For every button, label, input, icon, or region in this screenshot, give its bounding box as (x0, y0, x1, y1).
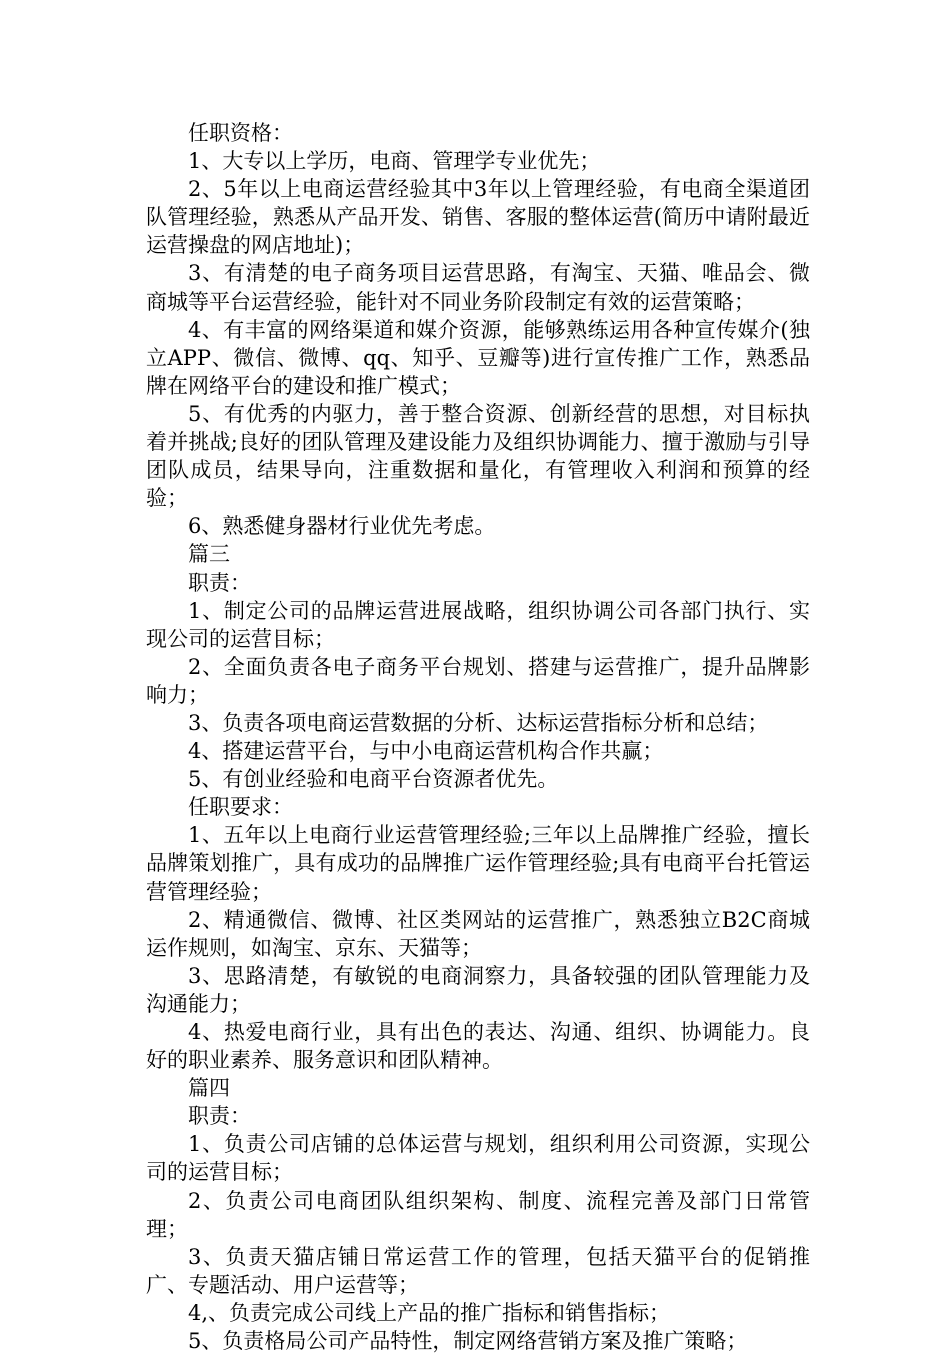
list-item: 3、负责各项电商运营数据的分析、达标运营指标分析和总结； (188, 710, 769, 735)
list-item: 2、5年以上电商运营经验其中3年以上管理经验，有电商全渠道团队管理经验，熟悉从产品开发、销售、客服的整体运营(简历中请附最近运营操盘的网店地址)； (146, 177, 810, 258)
section-heading: 任职要求： (188, 795, 293, 820)
list-item: 2、精通微信、微博、社区类网站的运营推广，熟悉独立B2C商城运作规则，如淘宝、京东、天猫等； (146, 907, 810, 960)
list-item: 4,、负责完成公司线上产品的推广指标和销售指标； (188, 1300, 671, 1325)
list-item: 2、全面负责各电子商务平台规划、搭建与运营推广，提升品牌影响力； (146, 654, 810, 707)
list-item: 4、有丰富的网络渠道和媒介资源，能够熟练运用各种宣传媒介(独立APP、微信、微博、qq、知乎、豆瓣等)进行宣传推广工作，熟悉品牌在网络平台的建设和推广模式； (146, 317, 810, 398)
section-heading: 职责： (188, 570, 251, 595)
chapter-heading: 篇三 (188, 542, 230, 567)
list-item: 2、负责公司电商团队组织架构、制度、流程完善及部门日常管理； (146, 1188, 810, 1241)
list-item: 1、五年以上电商行业运营管理经验;三年以上品牌推广经验，擅长品牌策划推广，具有成功的品牌推广运作管理经验;具有电商平台托管运营管理经验； (146, 823, 810, 904)
list-item: 5、有创业经验和电商平台资源者优先。 (188, 767, 559, 792)
list-item: 6、熟悉健身器材行业优先考虑。 (188, 514, 496, 539)
chapter-heading: 篇四 (188, 1076, 230, 1101)
list-item: 5、有优秀的内驱力，善于整合资源、创新经营的思想，对目标执着并挑战;良好的团队管理及建设能力及组织协调能力、擅于激励与引导团队成员，结果导向，注重数据和量化，有管理收入利润和预算的经验； (146, 401, 810, 511)
list-item: 4、热爱电商行业，具有出色的表达、沟通、组织、协调能力。良好的职业素养、服务意识和团队精神。 (146, 1020, 810, 1073)
section-heading: 职责： (188, 1104, 251, 1129)
list-item: 4、搭建运营平台，与中小电商运营机构合作共赢； (188, 739, 664, 764)
list-item: 1、大专以上学历，电商、管理学专业优先； (188, 149, 601, 174)
section-heading: 任职资格： (188, 121, 293, 145)
list-item: 3、思路清楚，有敏锐的电商洞察力，具备较强的团队管理能力及沟通能力； (146, 963, 810, 1016)
list-item: 5、负责格局公司产品特性，制定网络营销方案及推广策略； (188, 1329, 748, 1354)
list-item: 3、有清楚的电子商务项目运营思路，有淘宝、天猫、唯品会、微商城等平台运营经验，能针对不同业务阶段制定有效的运营策略； (146, 261, 810, 314)
list-item: 1、负责公司店铺的总体运营与规划，组织利用公司资源，实现公司的运营目标； (146, 1132, 810, 1185)
document-body (146, 119, 810, 1355)
list-item: 3、负责天猫店铺日常运营工作的管理，包括天猫平台的促销推广、专题活动、用户运营等； (146, 1244, 810, 1297)
list-item: 1、制定公司的品牌运营进展战略，组织协调公司各部门执行、实现公司的运营目标； (146, 598, 810, 651)
